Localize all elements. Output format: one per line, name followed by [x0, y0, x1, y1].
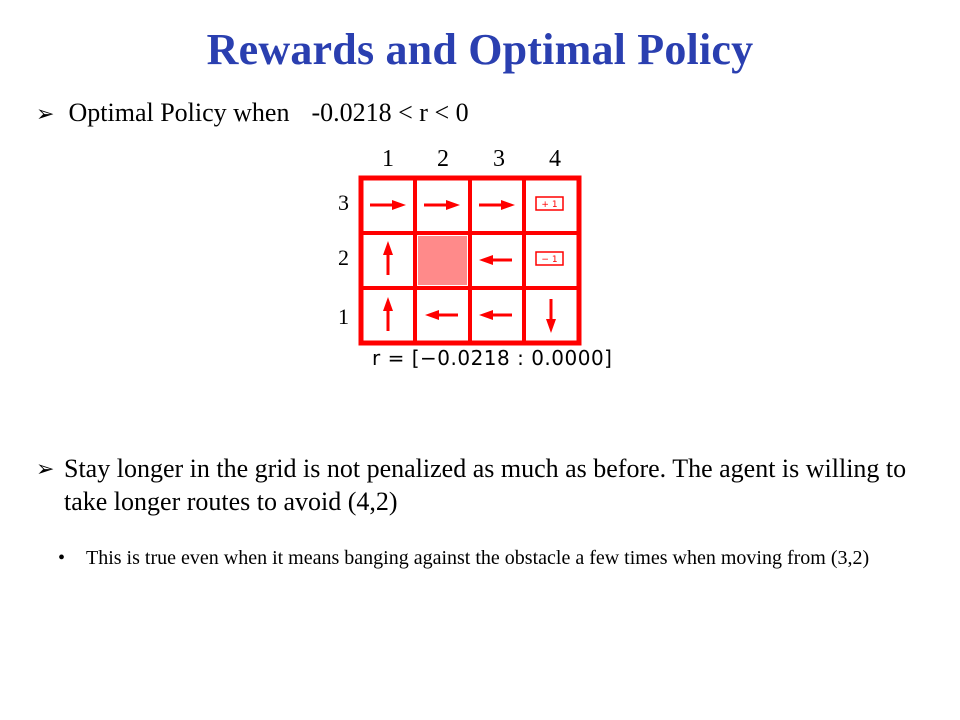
- bullet-optimal-policy: [36, 98, 469, 128]
- slide-title: Rewards and Optimal Policy: [206, 25, 754, 74]
- sub-bullet-obstacle-text: This is true even when it means banging against the obstacle a few times when moving from (3,2): [86, 547, 870, 569]
- obstacle-cell: [418, 236, 467, 285]
- right-arrow-icon: [370, 200, 406, 210]
- up-arrow-icon: [383, 297, 393, 331]
- column-label-4: 4: [549, 146, 561, 172]
- left-arrow-icon: [479, 310, 512, 320]
- column-label-3: 3: [493, 146, 505, 172]
- right-arrow-icon: [479, 200, 515, 210]
- bullet-arrow-icon: ➢: [36, 101, 55, 126]
- policy-grid: [358, 175, 584, 347]
- sub-bullet-obstacle: [58, 546, 878, 570]
- left-arrow-icon: [425, 310, 458, 320]
- right-arrow-icon: [424, 200, 460, 210]
- sub-bullet-dot-icon: •: [58, 547, 66, 569]
- down-arrow-icon: [546, 299, 556, 333]
- terminal-plus-label: + 1: [541, 200, 558, 210]
- minus-one-terminal: [536, 252, 563, 265]
- plus-one-terminal: [536, 197, 563, 210]
- up-arrow-icon: [383, 241, 393, 275]
- left-arrow-icon: [479, 255, 512, 265]
- bullet-condition-text: -0.0218 < r < 0: [311, 98, 469, 127]
- grid-world-figure: [320, 140, 620, 380]
- column-label-1: 1: [382, 146, 394, 172]
- reward-range-caption: r = [−0.0218 : 0.0000]: [372, 346, 613, 370]
- row-label-3: 3: [338, 190, 349, 215]
- column-label-2: 2: [437, 146, 449, 172]
- row-label-2: 2: [338, 245, 349, 270]
- bullet-arrow-icon: ➢: [36, 456, 55, 481]
- bullet-stay-longer: [36, 452, 916, 518]
- bullet-stay-longer-text: Stay longer in the grid is not penalized as much as before. The agent is willing to take longer routes to avoid (4,2): [64, 454, 907, 516]
- terminal-minus-label: − 1: [541, 255, 558, 265]
- bullet-prefix-text: Optimal Policy when: [68, 98, 290, 127]
- row-label-1: 1: [338, 304, 349, 329]
